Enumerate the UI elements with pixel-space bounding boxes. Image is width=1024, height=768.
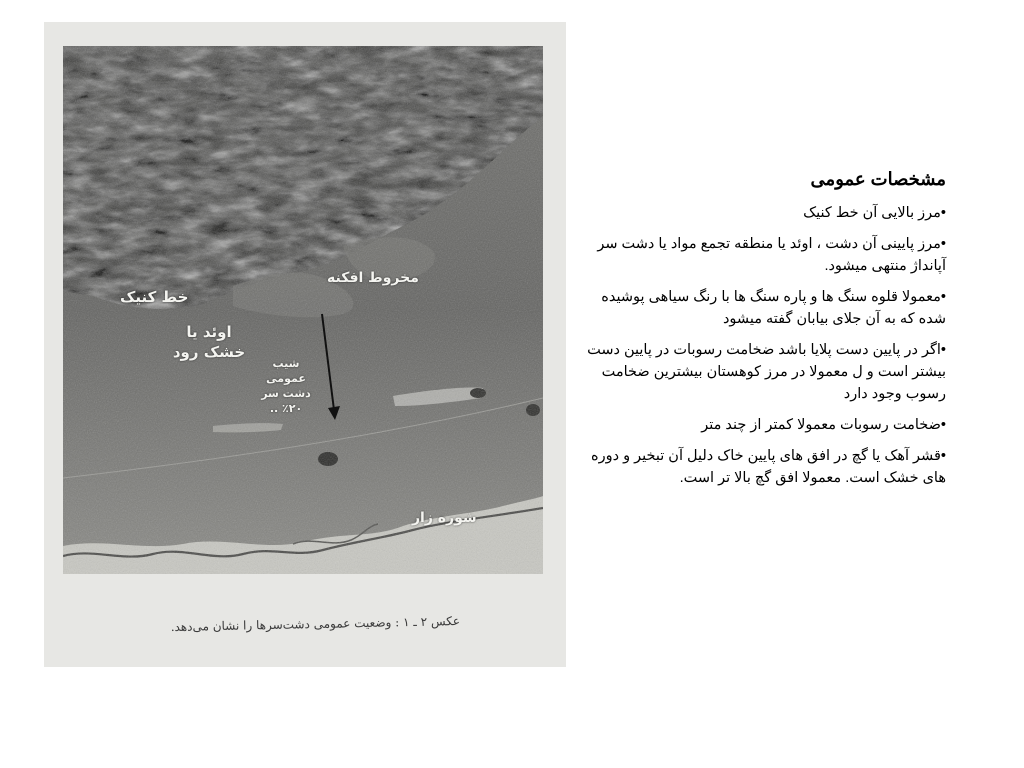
label-salt-marsh: شوره زار: [412, 510, 477, 526]
bullet-item: •معمولا قلوه سنگ ها و پاره سنگ ها با رنگ سیاهی پوشیده شده که به آن جلای بیابان گفته میشود: [601, 289, 946, 327]
label-general-slope: شیب عمومی دشت سر ۲۰٪ ..: [261, 357, 311, 415]
bullet-item: •قشر آهک یا گچ در افق های پایین خاک دلیل آن تبخیر و دوره های خشک است. معمولا افق گچ بالا تر است.: [591, 448, 946, 486]
aerial-photo: [63, 46, 543, 574]
section-title: مشخصات عمومی: [810, 169, 946, 189]
bullet-item: •مرز پایینی آن دشت ، اوئد یا منطقه تجمع مواد یا دشت سر آپانداژ منتهی میشود.: [597, 236, 946, 274]
figure-caption: عکس ۲ ـ ۱ : وضعیت عمومی دشت‌سرها را نشان می‌دهد.: [170, 614, 461, 635]
slope-arrow: [318, 312, 344, 422]
bullet-item: •اگر در پایین دست پلایا باشد ضخامت رسوبات در پایین دست بیشتر است و ل معمولا در مرز کوهستان بیشترین ضخامت رسوب وجود دارد: [587, 342, 946, 402]
label-alluvial-fan: مخروط افکنه: [327, 270, 419, 286]
bullet-item: •ضخامت رسوبات معمولا کمتر از چند متر: [701, 417, 946, 433]
label-wadi: اوئد یا خشک رود: [172, 323, 246, 362]
content-block: [572, 166, 946, 498]
bullet-item: •مرز بالایی آن خط کنیک: [803, 205, 946, 221]
label-khat-kenik: خط کنیک: [120, 288, 189, 306]
